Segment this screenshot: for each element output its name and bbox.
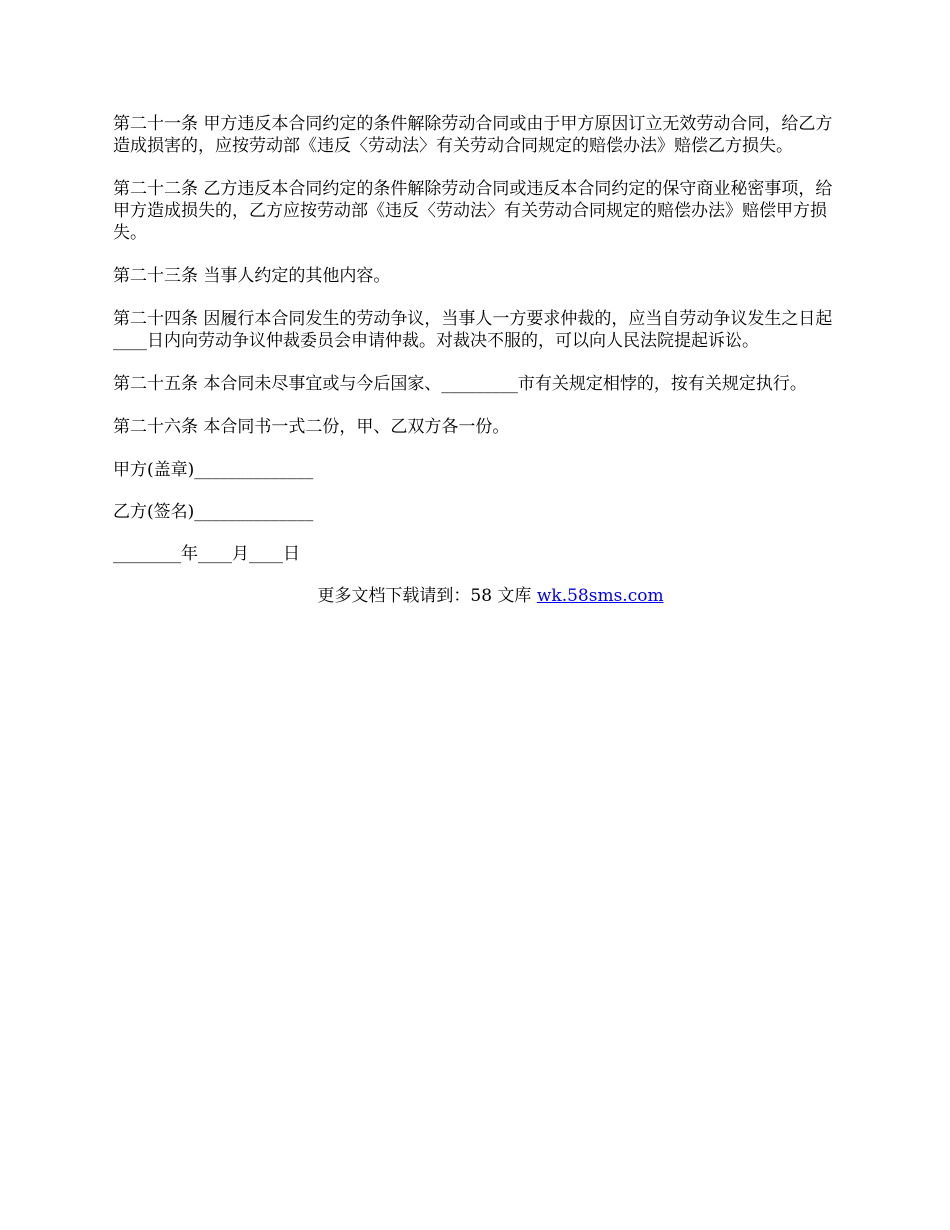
clause-24: 第二十四条 因履行本合同发生的劳动争议，当事人一方要求仲裁的，应当自劳动争议发生之日起____日内向劳动争议仲裁委员会申请仲裁。对裁决不服的，可以向人民法院提起诉讼。 bbox=[113, 309, 833, 351]
footer-link[interactable]: wk.58sms.com bbox=[536, 586, 664, 606]
clause-22: 第二十二条 乙方违反本合同约定的条件解除劳动合同或违反本合同约定的保守商业秘密事项，给甲方造成损失的，乙方应按劳动部《违反〈劳动法〉有关劳动合同规定的赔偿办法》赔偿甲方损失。 bbox=[113, 179, 833, 243]
signature-party-a: 甲方(盖章)______________ bbox=[113, 460, 314, 480]
signature-party-b: 乙方(签名)______________ bbox=[113, 502, 314, 522]
clause-25: 第二十五条 本合同未尽事宜或与今后国家、_________市有关规定相悖的，按有关规定执行。 bbox=[113, 374, 807, 394]
footer bbox=[113, 585, 838, 607]
date-line: ________年____月____日 bbox=[113, 544, 300, 564]
footer-prefix: 更多文档下载请到：58 文库 bbox=[317, 586, 537, 606]
clause-21: 第二十一条 甲方违反本合同约定的条件解除劳动合同或由于甲方原因订立无效劳动合同，给乙方造成损害的，应按劳动部《违反〈劳动法〉有关劳动合同规定的赔偿办法》赔偿乙方损失。 bbox=[113, 114, 833, 156]
clause-23: 第二十三条 当事人约定的其他内容。 bbox=[113, 266, 391, 286]
clause-26: 第二十六条 本合同书一式二份，甲、乙双方各一份。 bbox=[113, 417, 510, 437]
